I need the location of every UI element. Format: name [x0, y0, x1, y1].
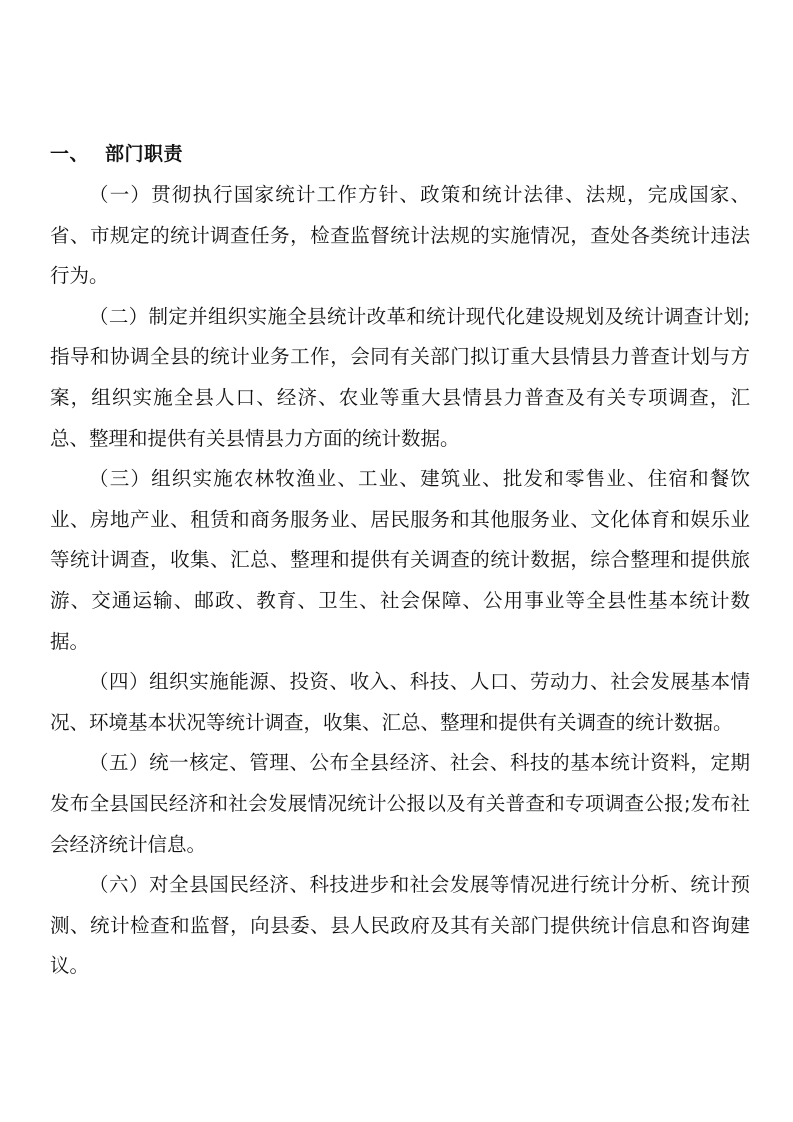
duty-paragraph-4: （四）组织实施能源、投资、收入、科技、人口、劳动力、社会发展基本情况、环境基本状况等统计调查，收集、汇总、整理和提供有关调查的统计数据。: [50, 670, 750, 734]
section-number: 一、: [50, 143, 90, 165]
duty-paragraph-2: （二）制定并组织实施全县统计改革和统计现代化建设规划及统计调查计划;指导和协调全县的统计业务工作，会同有关部门拟订重大县情县力普查计划与方案，组织实施全县人口、经济、农业等重大县情县力普查及有关专项调查，汇总、整理和提供有关县情县力方面的统计数据。: [50, 304, 750, 450]
section-title: 部门职责: [105, 143, 184, 165]
section-body: [50, 175, 750, 987]
duty-paragraph-3: （三）组织实施农林牧渔业、工业、建筑业、批发和零售业、住宿和餐饮业、房地产业、租赁和商务服务业、居民服务和其他服务业、文化体育和娱乐业等统计调查，收集、汇总、整理和提供有关调查的统计数据，综合整理和提供旅游、交通运输、邮政、教育、卫生、社会保障、公用事业等全县性基本统计数据。: [50, 467, 750, 653]
duty-paragraph-6: （六）对全县国民经济、科技进步和社会发展等情况进行统计分析、统计预测、统计检查和监督，向县委、县人民政府及其有关部门提供统计信息和咨询建议。: [50, 873, 750, 978]
duty-paragraph-1: （一）贯彻执行国家统计工作方针、政策和统计法律、法规，完成国家、省、市规定的统计调查任务，检查监督统计法规的实施情况，查处各类统计违法行为。: [50, 183, 750, 288]
duty-paragraph-5: （五）统一核定、管理、公布全县经济、社会、科技的基本统计资料，定期发布全县国民经济和社会发展情况统计公报以及有关普查和专项调查公报;发布社会经济统计信息。: [50, 751, 750, 856]
section-heading: [50, 140, 183, 168]
